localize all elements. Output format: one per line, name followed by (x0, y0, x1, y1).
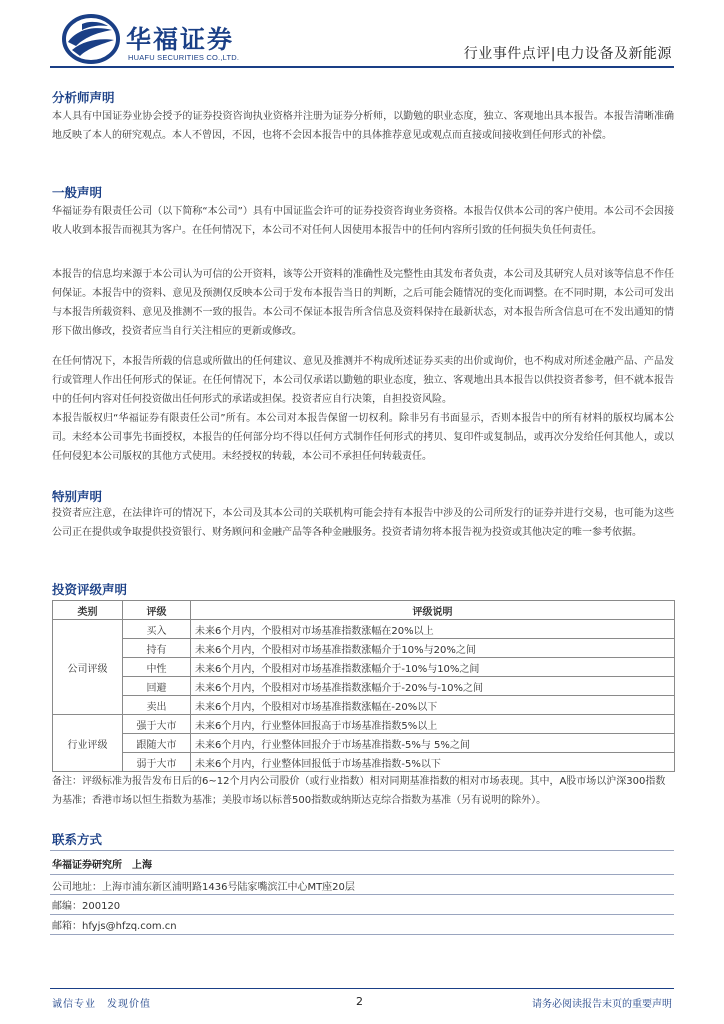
rating-description: 未来6个月内，个股相对市场基准指数涨幅介于-10%与10%之间 (191, 658, 675, 677)
company-logo (62, 14, 262, 64)
general-statement-para-1: 华福证券有限责任公司（以下简称“本公司”）具有中国证监会许可的证券投资咨询业务资格。本报告仅供本公司的客户使用。本公司不会因接收人收到本报告而视其为客户。在任何情况下，本公司不对任何人因使用本报告中的任何内容所引致的任何损失负任何责任。 (52, 206, 674, 236)
table-row (53, 677, 675, 696)
footer-slogan: 诚信专业 发现价值 (52, 999, 151, 1010)
header-description: 评级说明 (191, 601, 675, 620)
company-rating-category: 公司评级 (53, 620, 123, 715)
rating-level: 回避 (123, 677, 191, 696)
rating-table-header-row (53, 601, 675, 620)
table-row (53, 658, 675, 677)
analyst-statement-text: 本人具有中国证券业协会授予的证券投资咨询执业资格并注册为证券分析师，以勤勉的职业态度，独立、客观地出具本报告。本报告清晰准确地反映了本人的研究观点。本人不曾因，不因，也将不会因本报告中的具体推荐意见或观点而直接或间接收到任何形式的补偿。 (52, 111, 674, 141)
contact-divider (50, 850, 674, 851)
rating-description: 未来6个月内，行业整体回报高于市场基准指数5%以上 (191, 715, 675, 734)
table-row (53, 639, 675, 658)
contact-address: 公司地址：上海市浦东新区浦明路1436号陆家嘴滨江中心MT座20层 (52, 882, 355, 893)
report-category-title: 行业事件点评|电力设备及新能源 (463, 46, 672, 62)
general-statement-para-2: 本报告的信息均来源于本公司认为可信的公开资料，该等公开资料的准确性及完整性由其发布者负责，本公司及其研究人员对该等信息不作任何保证。本报告中的资料、意见及预测仅反映本公司于发布本报告当日的判断，之后可能会随情况的变化而调整。在不同时期，本公司可发出与本报告所载资料、意见及推测不一致的报告。本公司不保证本报告所含信息及资料保持在最新状态，对本报告所含信息可在不发出通知的情形下做出修改，投资者应当自行关注相应的更新或修改。 (52, 269, 674, 337)
footer-divider (50, 988, 674, 989)
contact-email: 邮箱：hfyjs@hfzq.com.cn (52, 921, 177, 932)
special-statement-text: 投资者应注意，在法律许可的情况下，本公司及其本公司的关联机构可能会持有本报告中涉及的公司所发行的证券并进行交易，也可能为这些公司正在提供或争取提供投资银行、财务顾问和金融产品等各种金融服务。投资者请勿将本报告视为投资或其他决定的唯一参考依据。 (52, 508, 674, 538)
table-row (53, 734, 675, 753)
rating-description: 未来6个月内，个股相对市场基准指数涨幅介于10%与20%之间 (191, 639, 675, 658)
contact-postcode: 邮编：200120 (52, 901, 121, 912)
rating-description: 未来6个月内，个股相对市场基准指数涨幅在20%以上 (191, 620, 675, 639)
contact-title: 联系方式 (52, 832, 103, 847)
general-statement-title: 一般声明 (52, 185, 103, 200)
footer-disclaimer-note: 请务必阅读报告末页的重要声明 (532, 999, 672, 1010)
table-row (53, 620, 675, 639)
analyst-statement-title: 分析师声明 (52, 90, 115, 105)
contact-divider (50, 874, 674, 875)
table-row (53, 715, 675, 734)
industry-rating-category: 行业评级 (53, 715, 123, 772)
rating-description: 未来6个月内，个股相对市场基准指数涨幅在-20%以下 (191, 696, 675, 715)
special-statement-title: 特别声明 (52, 489, 103, 504)
rating-description: 未来6个月内，行业整体回报低于市场基准指数-5%以下 (191, 753, 675, 772)
rating-level: 跟随大市 (123, 734, 191, 753)
general-statement-para-4: 本报告版权归“华福证券有限责任公司”所有。本公司对本报告保留一切权利。除非另有书面显示，否则本报告中的所有材料的版权均属本公司。未经本公司事先书面授权，本报告的任何部分均不得以任何方式制作任何形式的拷贝、复印件或复制品，或再次分发给任何其他人，或以任何侵犯本公司版权的其他方式使用。未经授权的转载，本公司不承担任何转载责任。 (52, 413, 674, 462)
contact-organization: 华福证券研究所 上海 (52, 860, 152, 871)
rating-level: 弱于大市 (123, 753, 191, 772)
rating-level: 买入 (123, 620, 191, 639)
general-statement-para-3: 在任何情况下，本报告所载的信息或所做出的任何建议、意见及推测并不构成所述证券买卖的出价或询价，也不构成对所述金融产品、产品发行或管理人作出任何形式的保证。在任何情况下，本公司仅承诺以勤勉的职业态度，独立、客观地出具本报告以供投资者参考，但不就本报告中的任何内容对任何投资做出任何形式的承诺或担保。投资者应自行决策，自担投资风险。 (52, 356, 674, 405)
contact-divider (50, 934, 674, 935)
logo-chinese-text: 华福证券 (126, 25, 235, 54)
header-divider (50, 66, 674, 68)
rating-description: 未来6个月内，行业整体回报介于市场基准指数-5%与 5%之间 (191, 734, 675, 753)
rating-level: 持有 (123, 639, 191, 658)
rating-table (52, 600, 675, 772)
header-category: 类别 (53, 601, 123, 620)
header-level: 评级 (123, 601, 191, 620)
rating-note: 备注：评级标准为报告发布日后的6~12个月内公司股价（或行业指数）相对同期基准指数的相对市场表现。其中，A股市场以沪深300指数为基准；香港市场以恒生指数为基准；美股市场以标普500指数或纳斯达克综合指数为基准（另有说明的除外）。 (52, 776, 666, 806)
logo-english-text: HUAFU SECURITIES CO.,LTD. (128, 53, 240, 62)
rating-level: 强于大市 (123, 715, 191, 734)
rating-level: 中性 (123, 658, 191, 677)
table-row (53, 696, 675, 715)
rating-statement-title: 投资评级声明 (52, 582, 128, 597)
page-number: 2 (356, 995, 363, 1008)
huafu-logo-icon (62, 14, 120, 64)
rating-description: 未来6个月内，个股相对市场基准指数涨幅介于-20%与-10%之间 (191, 677, 675, 696)
page-header (0, 0, 724, 80)
contact-divider (50, 894, 674, 895)
rating-level: 卖出 (123, 696, 191, 715)
contact-divider (50, 914, 674, 915)
table-row (53, 753, 675, 772)
